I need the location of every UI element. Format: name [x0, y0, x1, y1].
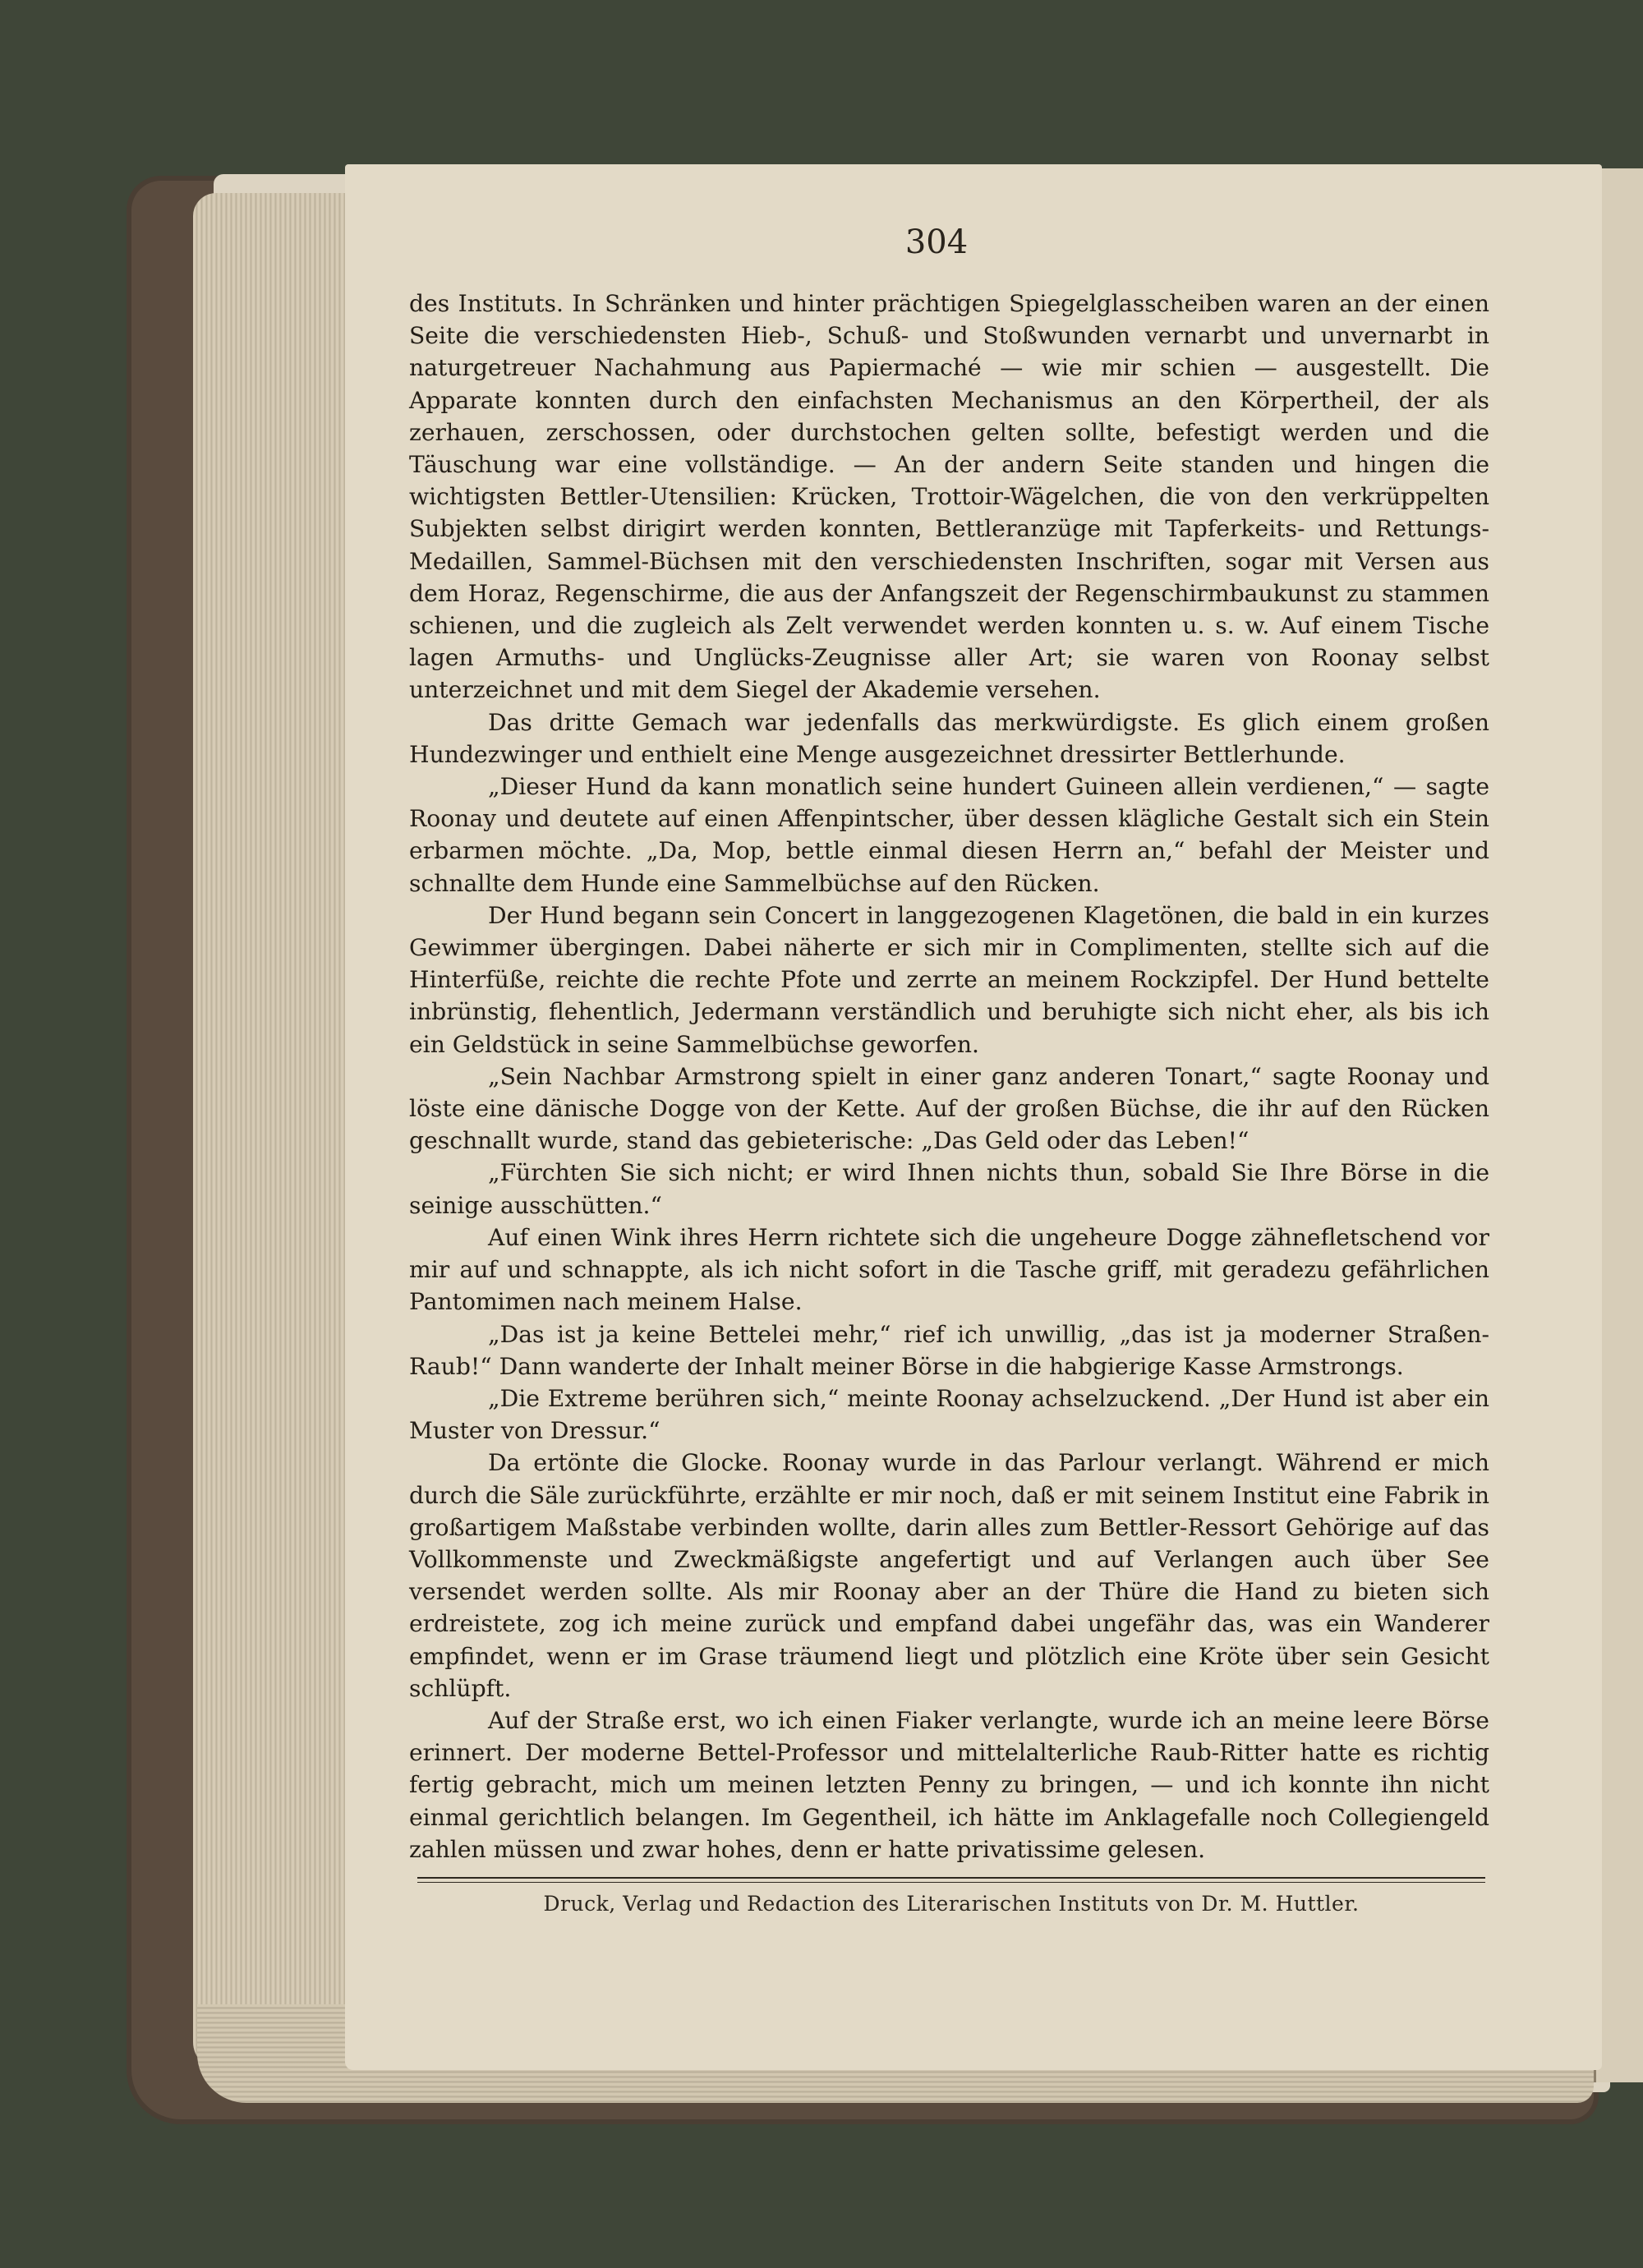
paragraph: des Instituts. In Schränken und hinter prächtigen Spiegelglasscheiben waren an der einen Seite die verschiedensten Hieb-, Schuß- und Stoßwunden vernarbt und unvernarbt in naturgetreuer Nachahmung aus Papiermaché — wie mir schien — ausgestellt. Die Apparate konnten durch den einfachsten Mechanismus an den Körpertheil, der als zerhauen, zerschossen, oder durchstochen gelten sollte, befestigt werden und die Täuschung war eine vollständige. — An der andern Seite standen und hingen die wichtigsten Bettler-Utensilien: Krücken, Trottoir-Wägelchen, die von den verkrüppelten Subjekten selbst dirigirt werden konnten, Bettleranzüge mit Tapferkeits- und Rettungs-Medaillen, Sammel-Büchsen mit den verschiedensten Inschriften, sogar mit Versen aus dem Horaz, Regenschirme, die aus der Anfangszeit der Regenschirmbaukunst zu stammen schienen, und die zugleich als Zelt verwendet werden konnten u. s. w. Auf einem Tische lagen Armuths- und Unglücks-Zeugnisse aller Art; sie waren von Roonay selbst unterzeichnet und mit dem Siegel der Akademie versehen.: [409, 290, 1489, 704]
paragraph: Auf einen Wink ihres Herrn richtete sich die ungeheure Dogge zähnefletschend vor mir auf und schnappte, als ich nicht sofort in die Tasche griff, mit geradezu gefährlichen Pantomimen nach meinem Halse.: [409, 1223, 1489, 1316]
footer-rule-thin: [417, 1882, 1485, 1883]
printer-imprint: Druck, Verlag und Redaction des Literarischen Instituts von Dr. M. Huttler.: [543, 1892, 1360, 1916]
paragraph: Der Hund begann sein Concert in langgezogenen Klagetönen, die bald in ein kurzes Gewimmer übergingen. Dabei näherte er sich mir in Complimenten, stellte sich auf die Hinterfüße, reichte die rechte Pfote und zerrte an meinem Rockzipfel. Der Hund bettelte inbrünstig, flehentlich, Jedermann verständlich und beruhigte sich nicht eher, als bis ich ein Geldstück in seine Sammelbüchse geworfen.: [409, 901, 1489, 1058]
paragraph: „Das ist ja keine Bettelei mehr,“ rief ich unwillig, „das ist ja moderner Straßen-Raub!“ Dann wanderte der Inhalt meiner Börse in die habgierige Kasse Armstrongs.: [409, 1320, 1489, 1380]
page-body: [409, 288, 1489, 1865]
paragraph: Das dritte Gemach war jedenfalls das merkwürdigste. Es glich einem großen Hundezwinger und enthielt eine Menge ausgezeichnet dressirter Bettlerhunde.: [409, 708, 1489, 768]
paragraph: Auf der Straße erst, wo ich einen Fiaker verlangte, wurde ich an meine leere Börse erinnert. Der moderne Bettel-Professor und mittelalterliche Raub-Ritter hatte es richtig fertig gebracht, mich um meinen letzten Penny zu bringen, — und ich konnte ihn nicht einmal gerichtlich belangen. Im Gegentheil, ich hätte im Anklagefalle noch Collegiengeld zahlen müssen und zwar hohes, denn er hatte privatissime gelesen.: [409, 1706, 1489, 1863]
paragraph: „Sein Nachbar Armstrong spielt in einer ganz anderen Tonart,“ sagte Roonay und löste eine dänische Dogge von der Kette. Auf der großen Büchse, die ihr auf den Rücken geschnallt wurde, stand das gebieterische: „Das Geld oder das Leben!“: [409, 1062, 1489, 1155]
page-edges-left: [193, 193, 349, 2070]
footer-rule: [417, 1877, 1485, 1879]
paragraph: „Fürchten Sie sich nicht; er wird Ihnen nichts thun, sobald Sie Ihre Börse in die seinige ausschütten.“: [409, 1159, 1489, 1219]
paragraph: „Die Extreme berühren sich,“ meinte Roonay achselzuckend. „Der Hund ist aber ein Muster von Dressur.“: [409, 1384, 1489, 1445]
paragraph: Da ertönte die Glocke. Roonay wurde in das Parlour verlangt. Während er mich durch die Säle zurückführte, erzählte er mir noch, daß er mit seinem Institut eine Fabrik in großartigem Maßstabe verbinden wollte, darin alles zum Bettler-Ressort Gehörige auf das Vollkommenste und Zweckmäßigste angefertigt und auf Verlangen auch über See versendet werden sollte. Als mir Roonay aber an der Thüre die Hand zu bieten sich erdreistete, zog ich meine zurück und empfand dabei ungefähr das, was ein Wanderer empfindet, wenn er im Grase träumend liegt und plötzlich eine Kröte über sein Gesicht schlüpft.: [409, 1449, 1489, 1702]
paragraph: „Dieser Hund da kann monatlich seine hundert Guineen allein verdienen,“ — sagte Roonay und deutete auf einen Affenpintscher, über dessen klägliche Gestalt sich ein Stein erbarmen möchte. „Da, Mop, bettle einmal diesen Herrn an,“ befahl der Meister und schnallte dem Hunde eine Sammelbüchse auf den Rücken.: [409, 773, 1489, 897]
page-number: 304: [904, 223, 969, 261]
